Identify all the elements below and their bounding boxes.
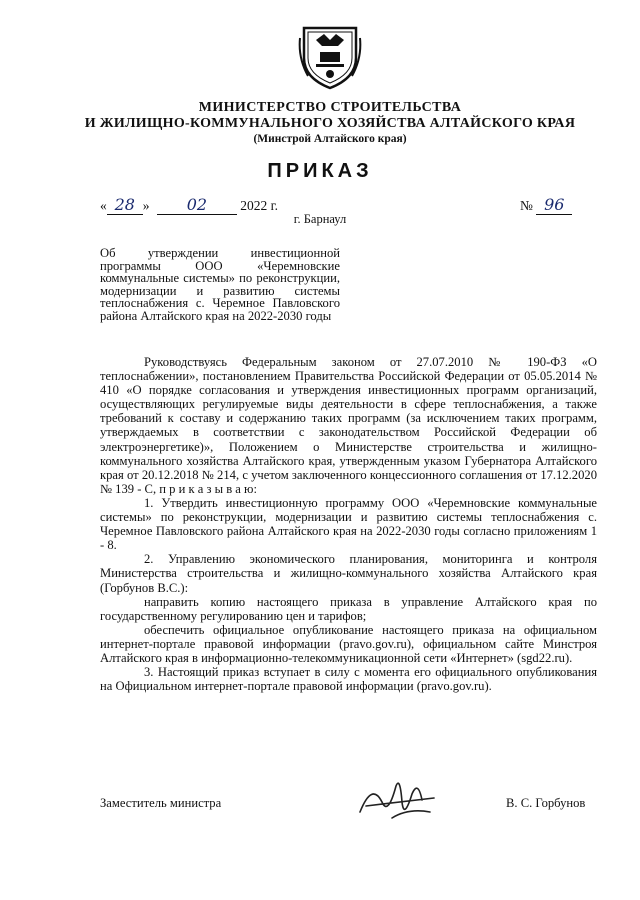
body-paragraph-preamble: Руководствуясь Федеральным законом от 27.07.2010 № 190-ФЗ «О теплоснабжении», постановлением Правительства Российской Федерации от 05.05.2014 № 410 «О порядке согласования и утверждения инвестиционных программ организаций, осуществляющих регулируемые виды деятельности в сфере теплоснабжения, а также требований к составу и содержанию таких программ (за исключением таких программ, утверждаемых в соответствии с законодательством Российской Федерации об электроэнергетике)», Положением о Министерстве строительства и жилищно-коммунального хозяйства Алтайского края, утвержденным указом Губернатора Алтайского края от 20.12.2018 № 214, с учетом заключенного концессионного соглашения от 17.12.2020 № 139 - С, п р и к а з ы в а ю:: [100, 355, 597, 496]
body-paragraph-item-1: 1. Утвердить инвестиционную программу ООО «Черемновские коммунальные системы» по реконструкции, модернизации и развитию системы теплоснабжения с. Черемное Павловского района Алтайского края на 2022-2030 годы согласно приложениям 1 - 8.: [100, 495, 597, 553]
date-month: 02: [157, 195, 237, 215]
date-quote-close: »: [142, 198, 150, 213]
body-paragraph-item-2b: обеспечить официальное опубликование настоящего приказа на официальном интернет-портале правовой информации (pravo.gov.ru), официальном сайте Минстроя Алтайского края в информационно-телекоммуникационной сети «Интернет» (sgd22.ru).: [100, 622, 597, 665]
city: г. Барнаул: [293, 212, 347, 226]
handwritten-signature: [352, 772, 442, 830]
order-body: [100, 355, 597, 693]
ministry-name-line1: МИНИСТЕРСТВО СТРОИТЕЛЬСТВА: [198, 100, 462, 115]
document-type-title: ПРИКАЗ: [267, 160, 373, 182]
date-quote-open: «: [100, 198, 107, 213]
signatory-name: В. С. Горбунов: [506, 796, 586, 810]
body-paragraph-item-2: 2. Управлению экономического планирования, мониторинга и контроля Министерства строительства и жилищно-коммунального хозяйства Алтайского края (Горбунов В.С.):: [100, 552, 597, 595]
ministry-short-name: (Минстрой Алтайского края): [253, 133, 407, 145]
body-paragraph-item-2a: направить копию настоящего приказа в управление Алтайского края по государственному регулированию цен и тарифов;: [100, 594, 597, 623]
number-label: №: [520, 198, 533, 213]
date-year: 2022 г.: [240, 198, 279, 213]
body-paragraph-item-3: 3. Настоящий приказ вступает в силу с момента его официального опубликования на Официальном интернет-портале правовой информации (pravo.gov.ru).: [100, 665, 597, 694]
date-day: 28: [107, 195, 143, 215]
order-subject: Об утверждении инвестиционной программы ООО «Черемновские коммунальные системы» по реконструкции, модернизации и развитию системы теплоснабжения с. Черемное Павловского района Алтайского края на 2022-2030 годы: [100, 246, 340, 323]
signatory-position: Заместитель министра: [100, 796, 222, 810]
ministry-name-line2: И ЖИЛИЩНО-КОММУНАЛЬНОГО ХОЗЯЙСТВА АЛТАЙСКОГО КРАЯ: [84, 116, 576, 131]
coat-of-arms-emblem-icon: [298, 18, 362, 90]
number-value: 96: [536, 195, 572, 215]
